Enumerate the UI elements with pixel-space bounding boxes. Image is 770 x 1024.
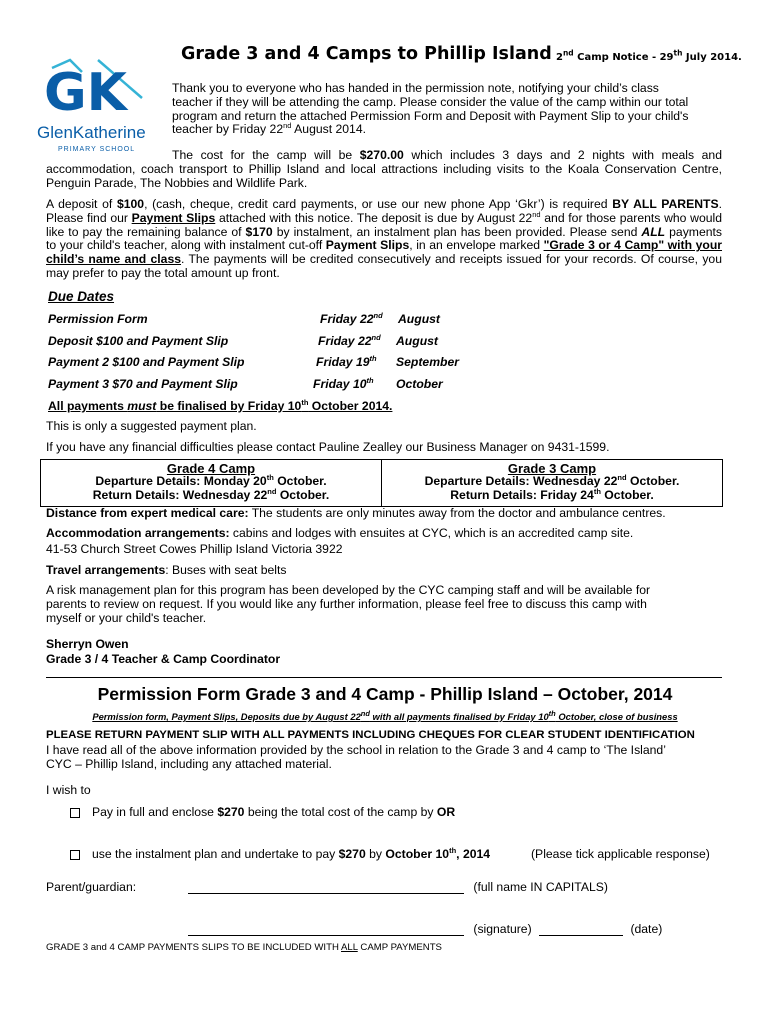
opt2-date xyxy=(385,847,490,861)
cost-amount: $270.00 xyxy=(359,148,404,162)
pay-full-checkbox[interactable] xyxy=(70,808,80,818)
return-note: PLEASE RETURN PAYMENT SLIP WITH ALL PAYMENTS INCLUDING CHEQUES FOR CLEAR STUDENT IDENTIFICATION xyxy=(46,729,695,741)
deposit-text: attached with this notice. The deposit is due by August 22 xyxy=(215,210,533,225)
travel-text: : Buses with seat belts xyxy=(165,563,287,577)
due-date-day xyxy=(316,355,377,369)
permission-form-subtitle xyxy=(0,708,770,722)
opt1-amount: $270 xyxy=(217,805,245,819)
tick-instruction: (Please tick applicable response) xyxy=(531,847,710,861)
notice-text: Camp Notice - 29 xyxy=(573,52,674,63)
logo-school-sub: PRIMARY SCHOOL xyxy=(58,146,136,153)
intro-paragraph xyxy=(172,82,722,137)
notice-number: 2 xyxy=(556,52,563,63)
intro-line: Thank you to everyone who has handed in the permission note, notifying your child’s class xyxy=(172,81,659,95)
grade3-ret-text: October. xyxy=(600,487,654,502)
grade3-ret-sup: th xyxy=(593,486,601,496)
due-date-day xyxy=(313,377,374,391)
due-date-day xyxy=(320,312,383,326)
risk-paragraph xyxy=(46,584,726,625)
risk-line: myself or your child's teacher. xyxy=(46,610,207,625)
deposit-text: . The payments will be credited consecutively and receipts issued for your records. Of course, you may prefer to pay the total amount up front. xyxy=(46,252,722,280)
accommodation-address: 41-53 Church Street Cowes Phillip Island Victoria 3922 xyxy=(46,542,343,556)
signature-field[interactable] xyxy=(188,924,464,936)
grade3-camp xyxy=(382,462,722,502)
notice-date xyxy=(556,48,742,63)
risk-line: parents to review on request. If you would like any further information, please feel free to discuss this camp with xyxy=(46,596,647,611)
intro-line: program and return the attached Permission Form and Deposit with Payment Slip to your child's xyxy=(172,108,689,123)
due-date-month: September xyxy=(396,355,459,369)
grade4-dep-sup: th xyxy=(266,473,274,483)
due-date-label: Deposit $100 and Payment Slip xyxy=(48,334,229,348)
cost-text: which includes 3 days and 2 nights with meals and accommodation, coach transport to Phillip Island and local attractions including visits to the Koala Conservation Centre, Penguin Parade, The Nobbies and Wildlife Park. xyxy=(46,148,722,190)
fullname-label: (full name IN CAPITALS) xyxy=(473,880,608,894)
opt1-text: Pay in full and enclose xyxy=(92,805,218,819)
due-date-month: August xyxy=(396,334,438,348)
suggested-plan-note: This is only a suggested payment plan. xyxy=(46,419,257,433)
footer-text: CAMP PAYMENTS xyxy=(357,942,442,953)
opt1-or: OR xyxy=(436,805,456,819)
grade3-dep-sup: nd xyxy=(617,473,627,483)
deposit-slips2: Payment Slips xyxy=(325,238,410,253)
fullname-row xyxy=(188,880,608,894)
accom-text: cabins and lodges with ensuites at CYC, which is an accredited camp site. xyxy=(229,526,634,540)
due-date-sup: th xyxy=(369,353,377,363)
due-date-sup: th xyxy=(366,375,374,385)
final-sup: th xyxy=(301,397,309,407)
opt1-text: being the total cost of the camp by xyxy=(244,805,437,819)
opt2-date-sup: th xyxy=(449,845,457,855)
final-text: be finalised by Friday 10 xyxy=(156,399,302,413)
permission-form-title: Permission Form Grade 3 and 4 Camp - Phillip Island – October, 2014 xyxy=(97,684,673,704)
grade4-title: Grade 4 Camp xyxy=(166,461,256,476)
signature-row xyxy=(188,922,662,936)
deposit-all: ALL xyxy=(641,224,666,239)
final-payment-note xyxy=(48,399,392,413)
acknowledgement xyxy=(46,744,726,772)
travel-label: Travel arrangements xyxy=(46,563,166,577)
grade3-departure xyxy=(382,475,722,488)
pf-sub-sup2: th xyxy=(548,708,556,718)
pay-full-option[interactable] xyxy=(70,805,455,819)
signature-label: (signature) xyxy=(473,922,532,936)
parent-guardian-label: Parent/guardian: xyxy=(46,880,137,894)
due-date-month: October xyxy=(396,377,443,391)
hardship-note: If you have any financial difficulties please contact Pauline Zealley our Business Manager on 9431-1599. xyxy=(46,440,610,454)
due-date-label: Payment 2 $100 and Payment Slip xyxy=(48,355,245,369)
opt2-date-year: , 2014 xyxy=(456,847,491,861)
page-title: Grade 3 and 4 Camps to Phillip Island xyxy=(181,44,552,64)
notice-sup: nd xyxy=(562,48,574,58)
due-date-day-text: Friday 22 xyxy=(318,334,372,348)
due-date-label: Permission Form xyxy=(48,312,148,326)
cost-text: The cost for the camp will be xyxy=(172,148,360,162)
grade4-departure xyxy=(41,475,381,488)
ack-line: I have read all of the above information provided by the school in relation to the Grade 3 and 4 camp to ‘The Island’ xyxy=(46,743,666,757)
section-divider xyxy=(46,677,722,678)
deposit-sup: nd xyxy=(532,209,541,219)
intro-sup: nd xyxy=(283,121,292,131)
gk-logo-icon xyxy=(36,58,166,154)
final-text: October 2014. xyxy=(308,399,393,413)
accom-label: Accommodation arrangements: xyxy=(46,526,230,540)
deposit-text: payments to your child's teacher, along with instalment cut-off xyxy=(46,224,722,253)
grade3-dep-text: October. xyxy=(626,474,680,489)
grade3-return xyxy=(382,486,722,502)
wish-label: I wish to xyxy=(46,783,91,797)
cost-paragraph xyxy=(46,149,722,190)
instalment-option[interactable] xyxy=(70,847,490,861)
final-must: must xyxy=(127,399,157,413)
pf-sub-sup: nd xyxy=(360,708,370,718)
deposit-balance: $170 xyxy=(245,224,273,239)
due-date-sup: nd xyxy=(373,310,383,320)
deposit-text: A deposit of xyxy=(46,197,117,211)
travel-note xyxy=(46,563,287,577)
due-date-day-text: Friday 22 xyxy=(320,312,374,326)
pf-sub-text: Permission form, Payment Slips, Deposits due by August 22 xyxy=(92,711,361,722)
final-text: All payments xyxy=(48,399,128,413)
pf-sub-text: with all payments finalised by Friday 10 xyxy=(369,711,549,722)
opt2-date-text: October 10 xyxy=(385,847,450,861)
grade4-dep-text: October. xyxy=(273,474,327,489)
grade4-ret-text: October. xyxy=(276,487,330,502)
footer-all: ALL xyxy=(341,942,358,953)
grade4-ret-text: Return Details: Wednesday 22 xyxy=(92,487,268,502)
deposit-slips: Payment Slips xyxy=(131,210,216,225)
opt2-text: by xyxy=(365,847,386,861)
due-date-day xyxy=(318,334,381,348)
due-date-sup: nd xyxy=(371,332,381,342)
camp-details-box xyxy=(40,459,723,507)
deposit-marked: "Grade 3 or 4 Camp" with your child’s name and class xyxy=(46,238,723,267)
pf-sub-text: October, close of business xyxy=(555,711,678,722)
school-logo xyxy=(36,58,166,154)
medical-label: Distance from expert medical care: xyxy=(46,506,249,520)
signoff-role: Grade 3 / 4 Teacher & Camp Coordinator xyxy=(46,652,281,666)
footer-text: GRADE 3 and 4 CAMP PAYMENTS SLIPS TO BE INCLUDED WITH xyxy=(46,942,342,953)
due-dates-heading: Due Dates xyxy=(48,289,115,304)
grade4-ret-sup: nd xyxy=(267,486,277,496)
grade3-dep-text: Departure Details: Wednesday 22 xyxy=(424,474,618,489)
deposit-amount: $100 xyxy=(116,197,145,211)
intro-text: teacher by Friday 22 xyxy=(172,122,284,137)
opt2-text: use the instalment plan and undertake to pay xyxy=(92,847,339,861)
opt2-amount: $270 xyxy=(338,847,366,861)
date-label: (date) xyxy=(630,922,663,936)
deposit-text: , (cash, cheque, credit card payments, or use our new phone App ‘Gkr’) is required xyxy=(144,197,613,211)
medical-care-note xyxy=(46,506,666,520)
deposit-text: , in an envelope marked xyxy=(409,238,544,253)
ack-line: CYC – Phillip Island, including any attached material. xyxy=(46,756,332,771)
notice-end: July 2014. xyxy=(682,52,742,63)
deposit-by-all: BY ALL PARENTS xyxy=(612,197,719,211)
grade4-camp xyxy=(41,462,381,502)
grade4-dep-text: Departure Details: Monday 20 xyxy=(95,474,267,489)
due-date-day-text: Friday 19 xyxy=(316,355,370,369)
logo-letters: GK xyxy=(44,63,127,123)
due-date-label: Payment 3 $70 and Payment Slip xyxy=(48,377,238,391)
grade3-title: Grade 3 Camp xyxy=(507,461,597,476)
instalment-checkbox[interactable] xyxy=(70,850,80,860)
medical-text: The students are only minutes away from the doctor and ambulance centres. xyxy=(248,506,666,520)
grade4-return xyxy=(41,486,381,502)
deposit-text: by instalment, an instalment plan has been provided. Please send xyxy=(272,224,642,239)
deposit-text: . Please find our xyxy=(46,197,722,225)
signoff-name: Sherryn Owen xyxy=(46,637,129,651)
date-field[interactable] xyxy=(539,924,623,936)
risk-line: A risk management plan for this program has been developed by the CYC camping staff and will be available for xyxy=(46,583,651,597)
intro-text: August 2014. xyxy=(291,122,366,137)
notice-sup2: th xyxy=(673,48,683,58)
deposit-text: and for those parents who would like to pay the remaining balance of xyxy=(46,210,722,239)
accommodation-note xyxy=(46,527,722,541)
logo-school-name: GlenKatherine xyxy=(37,123,146,142)
grade3-ret-text: Return Details: Friday 24 xyxy=(450,487,594,502)
intro-line: teacher if they will be attending the camp. Please consider the value of the camp within our total xyxy=(172,94,689,109)
deposit-paragraph xyxy=(46,198,722,281)
intro-line xyxy=(172,123,722,137)
due-date-day-text: Friday 10 xyxy=(313,377,367,391)
fullname-field[interactable] xyxy=(188,882,464,894)
footer-note xyxy=(46,942,442,953)
due-date-month: August xyxy=(398,312,440,326)
